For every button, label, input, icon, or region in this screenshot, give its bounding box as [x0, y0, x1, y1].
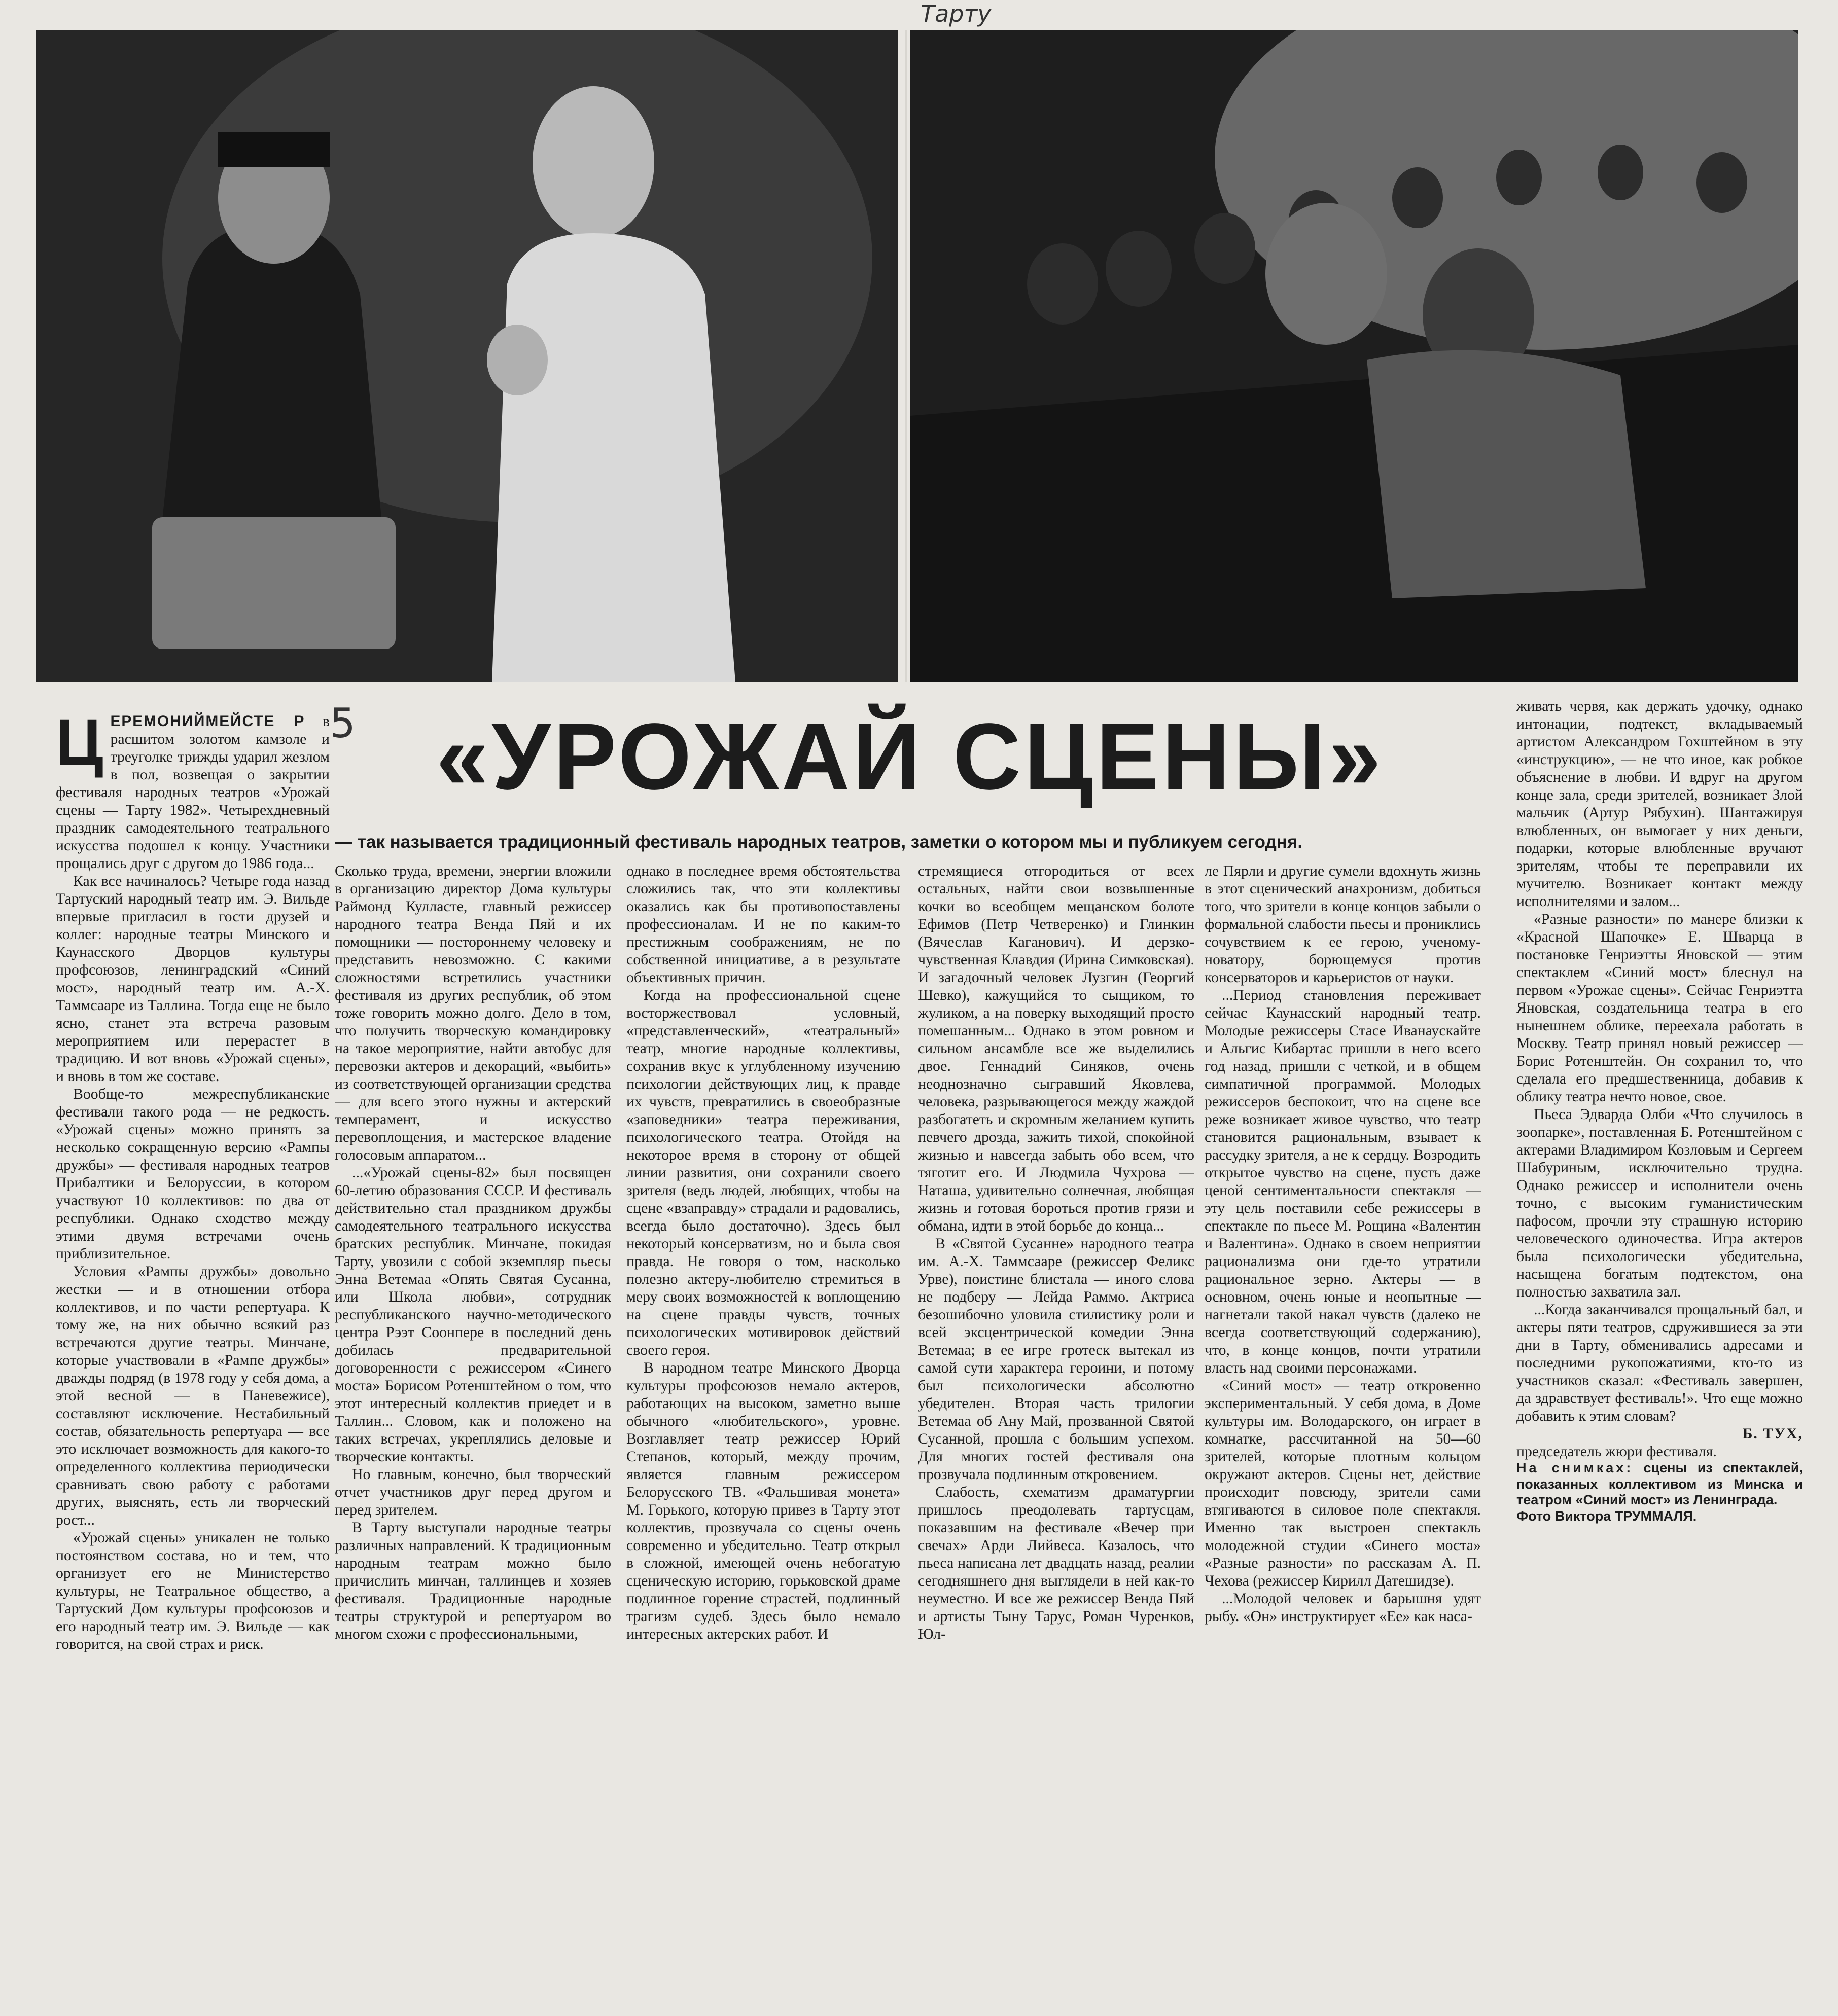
paragraph: ...Когда заканчивался прощальный бал, и актеры пяти театров, сдружившиеся за эти дни в Тарту, обменивались адресами и последними рукопожатиями, кто-то из участников сказал: «Фестиваль завершен, да здравствует фестиваль!». Что еще можно добавить к этим словам?	[1516, 1301, 1803, 1424]
paragraph: «Синий мост» — театр откровенно экспериментальный. У себя дома, в Доме культуры им. Володарского, он играет в комнатке, рассчитанной на 50—60 зрителей, которые плотным кольцом окружают актеров. Сцены нет, действие происходит повсюду, зрители сами втягиваются в силовое поле спектакля. Именно так выстроен спектакль молодежной студии «Синего моста» «Разные разности» по рассказам А. П. Чехова (режиссер Кирилл Датешидзе).	[1205, 1377, 1481, 1589]
author-role: председатель жюри фестиваля.	[1516, 1443, 1717, 1460]
caption-text: сцены из спектаклей, показанных коллективом из Минска и театром «Синий мост» из Ленинграда.	[1516, 1460, 1803, 1508]
paragraph: ле Пярли и другие сумели вдохнуть жизнь в этот сценический анахронизм, добиться того, что зрители в конце концов забыли о формальной слабости пьесы и прониклись сочувствием к ее герою, ученому-новатору, борющемуся против консерваторов и карьеристов от науки.	[1205, 862, 1481, 986]
photo-caption	[1516, 1460, 1803, 1508]
photo-credit: Фото Виктора ТРУММАЛЯ.	[1516, 1508, 1697, 1524]
headline: «УРОЖАЙ СЦЕНЫ»	[436, 704, 1384, 809]
article-column-3	[626, 862, 900, 1990]
caption-lead: На снимках:	[1516, 1460, 1634, 1475]
paragraph: В «Святой Сусанне» народного театра им. А.-Х. Таммсааре (режиссер Феликс Урве), поистине блистала — иного слова не подберу — Лейда Раммо. Актриса безошибочно уловила стилистику роли и всей эксцентрической комедии Энна Ветемаа; в ее игре гротеск вытекал из самой сути характера героини, и потому был психологически абсолютно убедителен. Вторая часть трилогии Ветемаа об Ану Май, прозванной Святой Сусанной, прошла с большим успехом. Для многих гостей фестиваля она прозвучала подлинным откровением.	[918, 1235, 1194, 1483]
article-column-4	[918, 862, 1194, 1990]
photo-stage-actors	[36, 30, 898, 682]
paragraph: Условия «Рампы дружбы» довольно жестки — и в отношении отбора коллективов, и по части репертуара. К тому же, на них обычно всякий раз встречаются другие театры. Минчане, которые участвовали в «Рампе дружбы» дважды подряд (в 1978 году у себя дома, а этой весной — в Паневежисе), составляют исключение. Нестабильный состав, обязательность репертуара — все это исключает возможность для какого-то определенного коллектива периодически сравнивать свою работу с работами других, выяснять, есть ли творческий рост...	[56, 1263, 330, 1528]
paragraph: В народном театре Минского Дворца культуры профсоюзов немало актеров, работающих на высоком, заметно выше обычного «любительского», уровне. Возглавляет театр режиссер Юрий Степанов, который, между прочим, является главным режиссером Белорусского ТВ. «Фальшивая монета» М. Горького, которую привез в Тарту этот коллектив, прозвучала со сцены очень современно и убедительно. Театр открыл в сложной, имеющей очень небогатую сценическую историю, горьковской драме подлинное горение страстей, подлинный трагизм судеб. Здесь было немало интересных актерских работ. И	[626, 1359, 900, 1642]
author-signature: Б. ТУХ,	[1742, 1425, 1803, 1442]
paragraph: ...Период становления переживает сейчас Каунасский народный театр. Молодые режиссеры Стасе Иванаускайте и Альгис Кибартас пришли в него всего год назад, пришли с четкой, и в общем симпатичной программой. Молодых режиссеров беспокоит, что на сцене все реже возникает живое чувство, что театр становится рациональным, взывает к рассудку зрителя, а не к сердцу. Возродить открытое чувство на сцене, пусть даже ценой сентиментальности спектакля — эту цель поставили себе режиссеры в спектакле по пьесе М. Рощина «Валентин и Валентина». Однако в своем неприятии рационализма они где-то утратили рациональное зерно. Актеры — в основном, очень юные и неопытные — нагнетали такой накал чувств (далеко не всегда соответствующий содержанию), что, в конце концов, почти утратили власть над своими персонажами.	[1205, 987, 1481, 1376]
paragraph: В Тарту выступали народные театры различных направлений. К традиционным народным театрам можно было причислить минчан, таллинцев и хозяев фестиваля. Традиционные народные театры структурой и репертуаром во многом схожи с профессиональными,	[335, 1519, 611, 1642]
paragraph: стремящиеся отгородиться от всех остальных, найти свои возвышенные кочки во всеобщем мещанском болоте Ефимов (Петр Четверенко) и Глинкин (Вячеслав Каганович). И дерзко-чувственная Клавдия (Ирина Симковская). И загадочный человек Лузгин (Георгий Шевко), кажущийся то сыщиком, то жуликом, а на поверку выходящий просто помешанным... Однако в этом ровном и сильном ансамбле все же выделились двое. Геннадий Синяков, очень неоднозначно сыгравший Яковлева, человека, разрывающегося между жаждой разбогатеть и скромным желанием купить певчего дрозда, зажить тихой, спокойной жизнью и навсегда забыть обо всем, что тяготит его. И Людмила Чухрова — Наташа, удивительно солнечная, любящая жизнь и готовая бороться против грязи и обмана, идти в этой борьбе до конца...	[918, 862, 1194, 1234]
paragraph: ...«Урожай сцены-82» был посвящен 60-летию образования СССР. И фестиваль действительно стал праздником дружбы самодеятельного театрального искусства братских республик. Минчане, покидая Тарту, увозили с собой экземпляр пьесы Энна Ветемаа «Опять Святая Сусанна, или Школа любви», сотрудник республиканского научно-методического центра Рээт Соонпере в последний день добилась предварительной договоренности с режиссером «Синего моста» Борисом Ротенштейном о том, что этот интересный коллектив приедет и в Таллин... Словом, как и положено на таких встречах, укреплялись деловые и творческие контакты.	[335, 1164, 611, 1465]
paragraph: Но главным, конечно, был творческий отчет участников друг перед другом и перед зрителем.	[335, 1466, 611, 1518]
photo-divider	[905, 30, 907, 682]
handwritten-page-number: 5	[330, 700, 356, 747]
handwritten-note: Тарту	[921, 0, 992, 27]
article-column-5	[1205, 862, 1481, 1990]
paragraph: «Разные разности» по манере близки к «Красной Шапочке» Е. Шварца в постановке Генриэтты Яновской — этим спектаклем «Синий мост» блеснул на первом «Урожае сцены». Сейчас Генриэтта Яновская, создательница театра в его нынешнем облике, переехала работать в Москву. Театр принял новый режиссер — Борис Ротенштейн. Он сохранил то, что сделала его предшественница, добавив к облику театра нечто новое, свое.	[1516, 911, 1803, 1105]
paragraph: Пьеса Эдварда Олби «Что случилось в зоопарке», поставленная Б. Ротенштейном с актерами Владимиром Козловым и Сергеем Шабуриным, исключительно трудна. Однако режиссер и исполнители очень точно, с высоким гуманистическим пафосом, прочли эту страшную историю человеческого одиночества. Игра актеров была психологически убедительна, насыщена богатым подтекстом, она полностью захватила зал.	[1516, 1106, 1803, 1300]
paragraph: однако в последнее время обстоятельства сложились так, что эти коллективы оказались как бы противопоставлены профессионалам. И не по каким-то престижным соображениям, не по собственной инициативе, а в результате объективных причин.	[626, 862, 900, 986]
paragraph: Сколько труда, времени, энергии вложили в организацию директор Дома культуры Раймонд Кулласте, главный режиссер народного театра Венда Пяй и их помощники — постороннему человеку и представить невозможно. С какими сложностями встретились участники фестиваля из других республик, об этом тоже говорить можно долго. Дело в том, что получить творческую командировку на такое мероприятие, найти автобус для перевозки актеров и декораций, «выбить» из соответствующей организации средства — для всего этого нужны и актерский темперамент, и искусство перевоплощения, и мастерское владение голосовым аппаратом...	[335, 862, 611, 1163]
photo-audience-hall	[910, 30, 1798, 682]
paragraph: живать червя, как держать удочку, однако интонации, подтекст, вкладываемый артистом Александром Гохштейном в эту «инструкцию», — не что иное, как робкое объяснение в любви. И вдруг на другом конце зала, среди зрителей, возникает Злой мальчик (Артур Рябухин). Шантажируя влюбленных, он вымогает у них деньги, подарки, которые влюбленные вручают зрителям, чтобы те переправили их мучителю. Возникает контакт между исполнителями и залом...	[1516, 698, 1803, 910]
theatre-scene-photo-icon	[36, 30, 898, 682]
article-column-6	[1516, 697, 1803, 1990]
paragraph: Слабость, схематизм драматургии пришлось преодолевать тартусцам, показавшим на фестивале «Вечер при свечах» Арди Лийвеса. Казалось, что пьеса написана лет двадцать назад, реалии сегодняшнего дня выглядели в ней как-то неуместно. И все же режиссер Венда Пяй и артисты Тыну Тарус, Роман Чуренков, Юл-	[918, 1484, 1194, 1642]
article-column-2	[335, 862, 611, 1990]
paragraph: в расшитом золотом камзоле и треуголке трижды ударил жезлом в пол, возвещая о закрытии фестиваля народных театров «Урожай сцены — Тарту 1982». Четырехдневный праздник самодеятельного театрального искусства подошел к концу. Участники прощались друг с другом до 1986 года...	[56, 713, 330, 872]
paragraph: Когда на профессиональной сцене восторжествовал условный, «представленческий», «театральный» театр, многие народные коллективы, сохранив вкус к углубленному изучению психологии действующих лиц, к правде их чувств, превратились в своеобразные «заповедники» театра переживания, психологического театра. Отойдя на некоторое время в сторону от общей линии развития, они сохранили своего зрителя (ведь людей, любящих, чтобы на сцене «взаправду» страдали и радовались, всегда было достаточно). Здесь был некоторый консерватизм, но и была своя правда. Не говоря о том, насколько полезно актеру-любителю стремиться в меру своих возможностей к воплощению на сцене правды чувств, точных психологических мотивировок действий своего героя.	[626, 987, 900, 1358]
audience-hall-photo-icon	[910, 30, 1798, 682]
lead-run: ЕРЕМОНИЙМЕЙСТЕ Р	[110, 713, 305, 730]
subheadline: — так называется традиционный фестиваль народных театров, заметки о котором мы и публикуем сегодня.	[335, 832, 1303, 852]
paragraph: Вообще-то межреспубликанские фестивали такого рода — не редкость. «Урожай сцены» можно принять за несколько сокращенную версию «Рампы дружбы» — фестиваля народных театров Прибалтики и Белоруссии, в котором участвуют 10 коллективов: по два от республики. Однако сходство между этими двумя встречами очень приблизительное.	[56, 1086, 330, 1262]
paragraph: ...Молодой человек и барышня удят рыбу. «Он» инструктирует «Ее» как наса-	[1205, 1590, 1481, 1625]
paragraph: Как все начиналось? Четыре года назад Тартуский народный театр им. Э. Вильде впервые пригласил в гости друзей и коллег: народные театры Минского и Каунасского Дворцов культуры профсоюзов, ленинградский «Синий мост», народный театр им. А.-Х. Таммсааре из Таллина. Тогда еще не было ясно, станет эта встреча разовым мероприятием или перерастет в традицию. И вот вновь «Урожай сцены», и вновь в том же составе.	[56, 873, 330, 1085]
paragraph: «Урожай сцены» уникален не только постоянством состава, но и тем, что организует его не Министерство культуры, не Театральное общество, а Тартуский Дом культуры профсоюзов и его народный театр им. Э. Вильде — как говорится, на свой страх и риск.	[56, 1529, 330, 1652]
article-column-1	[56, 712, 330, 1990]
dropcap: Ц	[56, 712, 103, 779]
